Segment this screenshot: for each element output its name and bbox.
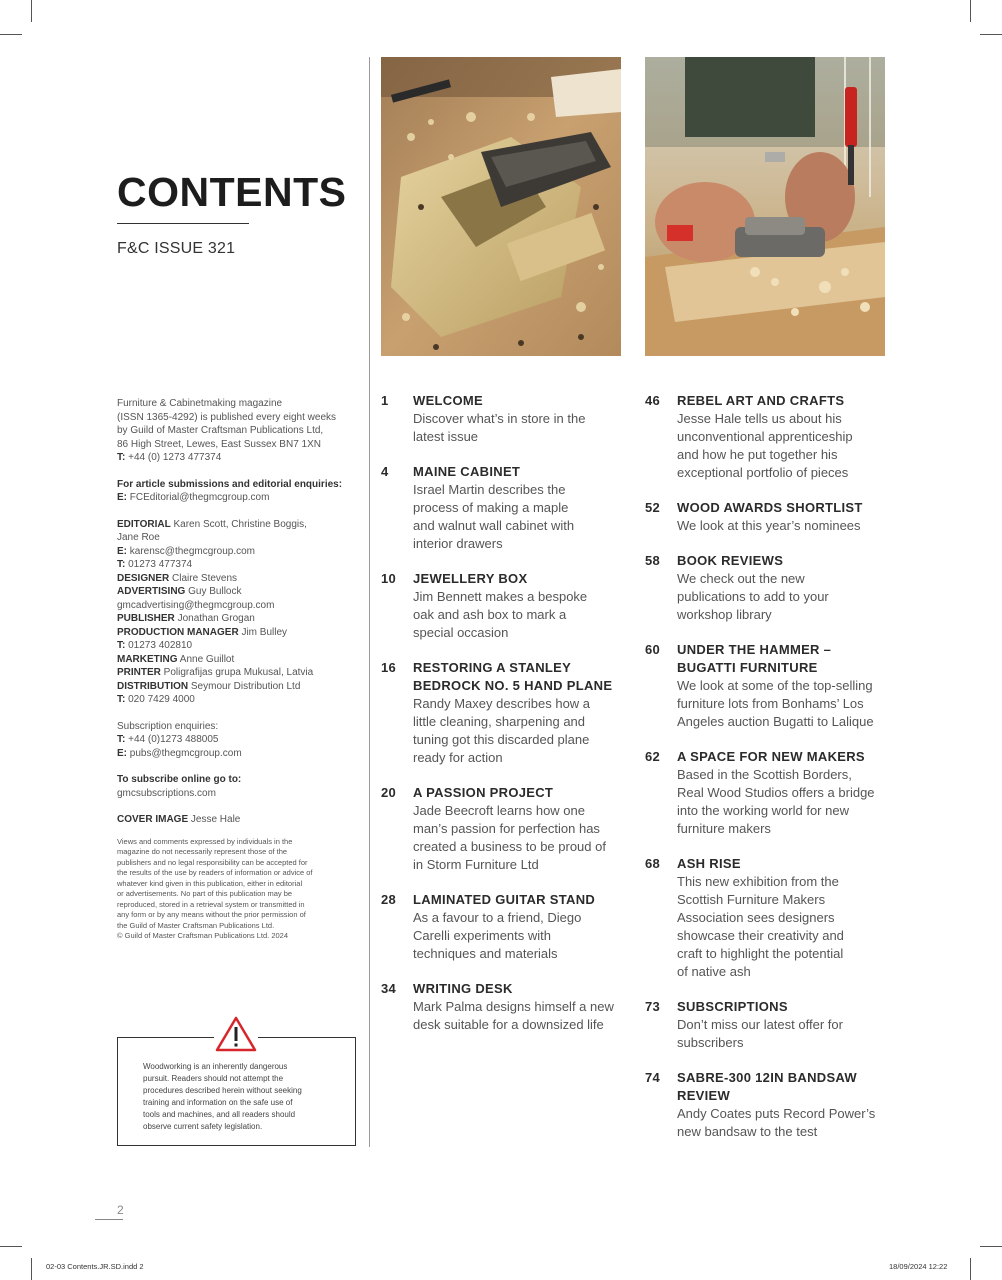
editorial-email[interactable]: karensc@thegmcgroup.com [127, 545, 255, 557]
toc-page-number: 10 [381, 571, 397, 586]
toc-description: Israel Martin describes the process of making a maple and walnut wall cabinet with interior drawers [413, 482, 575, 551]
toc-description: Jim Bennett makes a bespoke oak and ash box to mark a special occasion [413, 589, 588, 640]
toc-entry[interactable] [381, 980, 626, 1034]
toc-heading: A SPACE FOR NEW MAKERS [677, 749, 865, 764]
crop-mark [970, 1258, 971, 1280]
crop-mark [980, 34, 1002, 35]
toc-page-number: 58 [645, 553, 661, 568]
toc-heading: SUBSCRIPTIONS [677, 999, 788, 1014]
toc-page-number: 20 [381, 785, 397, 800]
toc-description: Andy Coates puts Record Power’s new bandsaw to the test [677, 1106, 876, 1139]
toc-page-number: 68 [645, 856, 661, 871]
toc-entry[interactable] [381, 659, 626, 767]
toc-page-number: 52 [645, 500, 661, 515]
crop-mark [31, 0, 32, 22]
hand-plane-workbench-photo [381, 57, 621, 356]
column-divider [369, 57, 370, 1147]
toc-entry[interactable] [645, 748, 895, 838]
toc-heading: JEWELLERY BOX [413, 571, 528, 586]
submissions-info: For article submissions and editorial enquiries: E: FCEditorial@thegmcgroup.com [117, 478, 343, 503]
toc-heading: WELCOME [413, 393, 483, 408]
toc-entry[interactable] [645, 552, 895, 624]
crop-mark [31, 1258, 32, 1280]
toc-heading: ASH RISE [677, 856, 741, 871]
toc-heading: LAMINATED GUITAR STAND [413, 892, 596, 907]
toc-description: We look at this year’s nominees [677, 518, 861, 533]
page-number: 2 [117, 1203, 124, 1217]
page-number-rule [95, 1219, 123, 1220]
title-block [117, 168, 367, 258]
toc-page-number: 1 [381, 393, 389, 408]
toc-page-number: 46 [645, 393, 661, 408]
toc-heading: UNDER THE HAMMER – BUGATTI FURNITURE [677, 642, 832, 675]
toc-description: We check out the new publications to add to your workshop library [677, 571, 829, 622]
toc-description: As a favour to a friend, Diego Carelli experiments with techniques and materials [413, 910, 582, 961]
staff-credits: EDITORIAL Karen Scott, Christine Boggis, Jane Roe E: karensc@thegmcgroup.com T: 01273 477374 DESIGNER Claire Stevens ADVERTISING Guy Bullock gmcadvertising@thegmcgroup.com PUBLISHER Jonathan Grogan PRODUCTION MANAGER Jim Bulley T: 01273 402810 MARKETING Anne Guillot PRINTER Poligrafijas grupa Mukusal, Latvia DISTRIBUTION Seymour Distribution Ltd T: 020 7429 4000 [117, 518, 314, 705]
toc-entry[interactable] [381, 463, 626, 553]
subscription-enquiries: Subscription enquiries: T: +44 (0)1273 488005 E: pubs@thegmcgroup.com [117, 720, 242, 759]
subscriptions-url[interactable]: gmcsubscriptions.com [117, 787, 216, 799]
toc-page-number: 62 [645, 749, 661, 764]
toc-page-number: 60 [645, 642, 661, 657]
toc-page-number: 16 [381, 660, 397, 675]
issue-label: F&C ISSUE 321 [117, 240, 236, 257]
toc-description: Don’t miss our latest offer for subscribers [677, 1017, 843, 1050]
toc-column-left [381, 392, 626, 1051]
toc-entry[interactable] [645, 855, 895, 981]
submissions-email[interactable]: FCEditorial@thegmcgroup.com [127, 492, 270, 503]
toc-page-number: 4 [381, 464, 389, 479]
toc-description: Jade Beecroft learns how one man’s passion for perfection has created a business to be proud of in Storm Furniture Ltd [413, 803, 606, 872]
toc-heading: MAINE CABINET [413, 464, 521, 479]
crop-mark [970, 0, 971, 22]
toc-heading: A PASSION PROJECT [413, 785, 554, 800]
toc-page-number: 74 [645, 1070, 661, 1085]
toc-description: Based in the Scottish Borders, Real Wood Studios offers a bridge into the working world for new furniture makers [677, 767, 875, 836]
page-title: CONTENTS [117, 169, 347, 215]
toc-entry[interactable] [381, 784, 626, 874]
cover-credit: COVER IMAGE Jesse Hale [117, 814, 241, 825]
hands-planing-wood-photo [645, 57, 885, 356]
print-slug-date: 18/09/2024 12:22 [889, 1262, 948, 1271]
toc-entry[interactable] [381, 891, 626, 963]
toc-heading: BOOK REVIEWS [677, 553, 784, 568]
toc-entry[interactable] [381, 570, 626, 642]
toc-heading: WOOD AWARDS SHORTLIST [677, 500, 863, 515]
toc-description: Discover what’s in store in the latest issue [413, 411, 586, 444]
publisher-info [117, 397, 362, 942]
toc-heading: WRITING DESK [413, 981, 513, 996]
subscriptions-email[interactable]: pubs@thegmcgroup.com [127, 747, 242, 759]
toc-heading: REBEL ART AND CRAFTS [677, 393, 845, 408]
toc-description: Mark Palma designs himself a new desk suitable for a downsized life [413, 999, 614, 1032]
toc-entry[interactable] [645, 998, 895, 1052]
toc-description: Randy Maxey describes how a little cleaning, sharpening and tuning got this discarded plane ready for action [413, 696, 591, 765]
toc-page-number: 28 [381, 892, 397, 907]
advertising-email[interactable]: gmcadvertising@thegmcgroup.com [117, 599, 275, 611]
publisher-address: Furniture & Cabinetmaking magazine (ISSN 1365-4292) is published every eight weeks by Guild of Master Craftsman Publications Ltd, 86 High Street, Lewes, East Sussex BN7 1XN T: +44 (0) 1273 477374 [117, 398, 337, 463]
toc-page-number: 73 [645, 999, 661, 1014]
toc-heading: RESTORING A STANLEY BEDROCK NO. 5 HAND PLANE [413, 660, 613, 693]
crop-mark [980, 1246, 1002, 1247]
safety-warning-box [117, 1037, 356, 1146]
toc-description: Jesse Hale tells us about his unconventional apprenticeship and how he put together his exceptional portfolio of pieces [677, 411, 853, 480]
toc-page-number: 34 [381, 981, 397, 996]
print-slug-filename: 02-03 Contents.JR.SD.indd 2 [46, 1262, 144, 1271]
toc-entry[interactable] [645, 392, 895, 482]
toc-heading: SABRE-300 12IN BANDSAW REVIEW [677, 1070, 857, 1103]
safety-warning-text: Woodworking is an inherently dangerous pursuit. Readers should not attempt the procedures described herein without seeking training and information on the safe use of tools and machines, and all readers should observe current safety legislation. [143, 1062, 302, 1131]
toc-entry[interactable] [645, 1069, 895, 1141]
subscribe-online: To subscribe online go to: gmcsubscriptions.com [117, 774, 242, 799]
crop-mark [0, 1246, 22, 1247]
toc-entry[interactable] [645, 641, 895, 731]
toc-description: We look at some of the top-selling furniture lots from Bonhams’ Los Angeles auction Bugatti to Lalique [677, 678, 874, 729]
toc-column-right [645, 392, 895, 1158]
toc-description: This new exhibition from the Scottish Furniture Makers Association sees designers showcase their creativity and craft to highlight the potential of native ash [677, 874, 844, 979]
title-rule [117, 223, 249, 224]
legal-disclaimer: Views and comments expressed by individuals in the magazine do not necessarily represent those of the publishers and no legal responsibility can be accepted for the results of the use by readers of information or advice of whatever kind given in this publication, either in editorial or advertisements. No part of this publication may be reproduced, stored in a retrieval system or transmitted in any form or by any means without the prior permission of the Guild of Master Craftsman Publications Ltd. © Guild of Master Craftsman Publications Ltd. 2024 [117, 836, 313, 940]
warning-triangle-icon [214, 1015, 258, 1053]
crop-mark [0, 34, 22, 35]
toc-entry[interactable] [381, 392, 626, 446]
toc-entry[interactable] [645, 499, 895, 535]
